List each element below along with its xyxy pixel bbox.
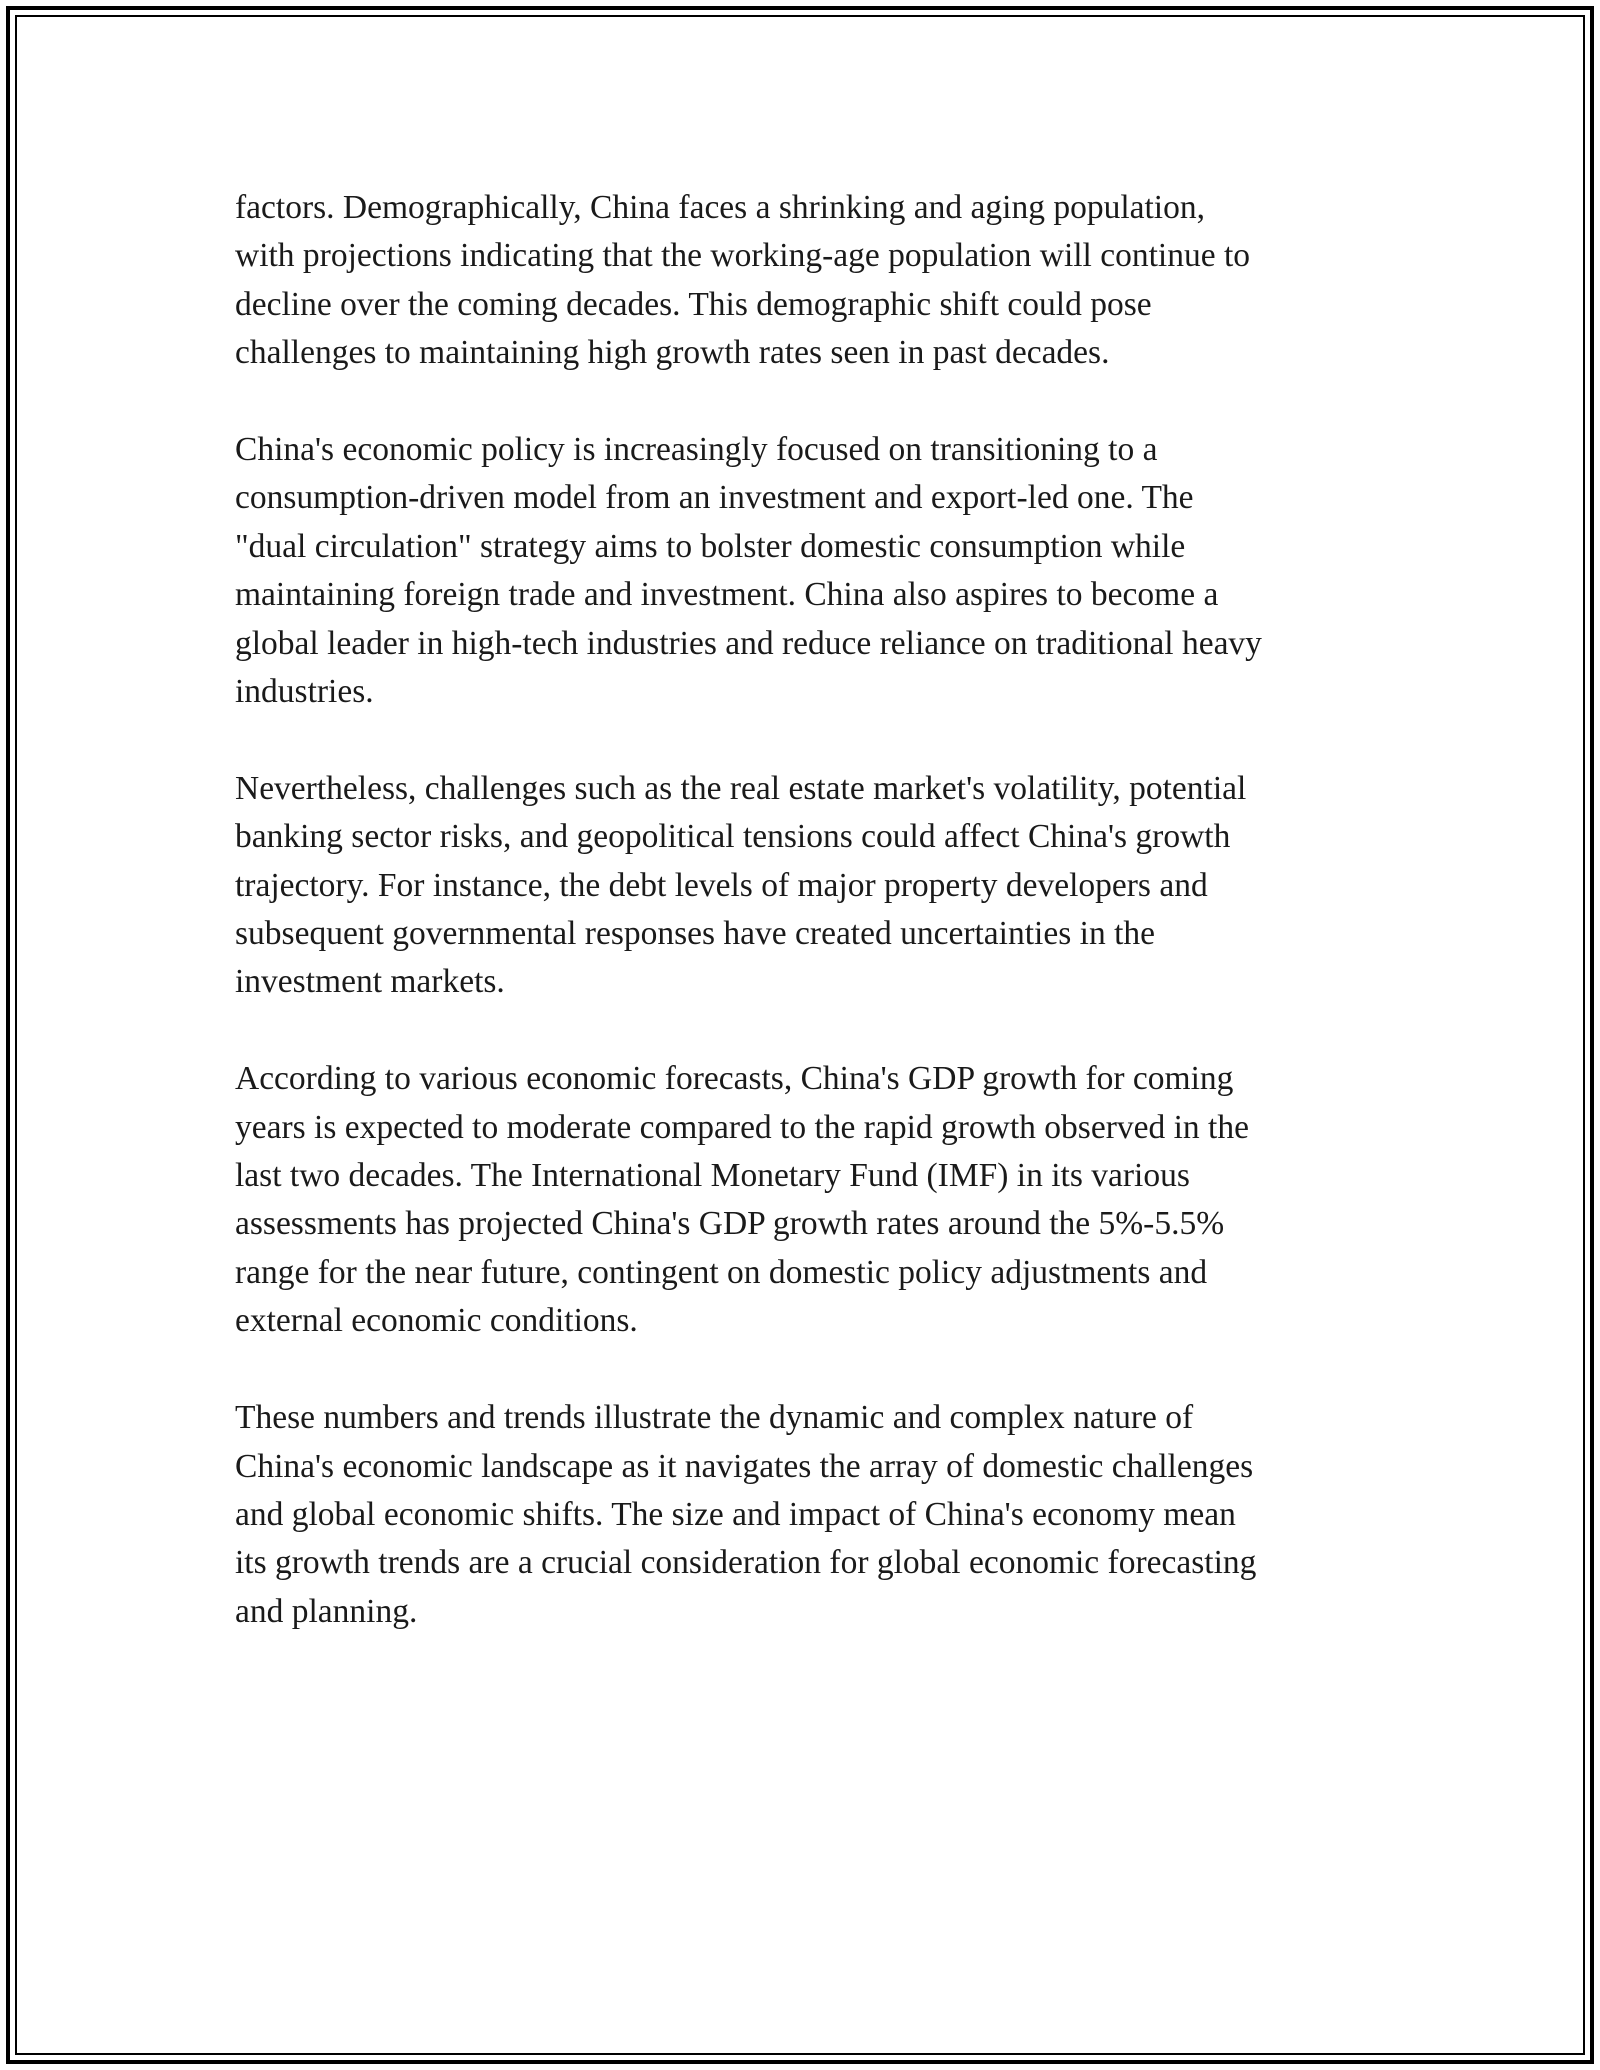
paragraph-challenges: Nevertheless, challenges such as the real estate market's volatility, potential banking sector risks, and geopolitical tensions could affect China's growth trajectory. For instance, the debt levels of major property developers and subsequent governmental responses have created uncertainties in the investment markets. [235, 769, 1247, 1001]
paragraph-gdp-forecasts: According to various economic forecasts, China's GDP growth for coming years is expected to moderate compared to the rapid growth observed in the last two decades. The International Monetary Fund (IMF) in its various assessments has projected China's GDP growth rates around the 5%-5.5% range for the near future, contingent on domestic policy adjustments and external economic conditions. [235, 1060, 1249, 1340]
document-body [235, 184, 1370, 1685]
paragraph-conclusion: These numbers and trends illustrate the dynamic and complex nature of China's economic landscape as it navigates the array of domestic challenges and global economic shifts. The size and impact of China's economy mean its growth trends are a crucial consideration for global economic forecasting and planning. [235, 1399, 1257, 1630]
paragraph-demographics: factors. Demographically, China faces a shrinking and aging population, with projections indicating that the working-age population will continue to decline over the coming decades. This demographic shift could pose challenges to maintaining high growth rates seen in past decades. [235, 189, 1251, 372]
paragraph-economic-policy: China's economic policy is increasingly focused on transitioning to a consumption-driven model from an investment and export-led one. The "dual circulation" strategy aims to bolster domestic consumption while maintaining foreign trade and investment. China also aspires to become a global leader in high-tech industries and reduce reliance on traditional heavy industries. [235, 431, 1262, 711]
